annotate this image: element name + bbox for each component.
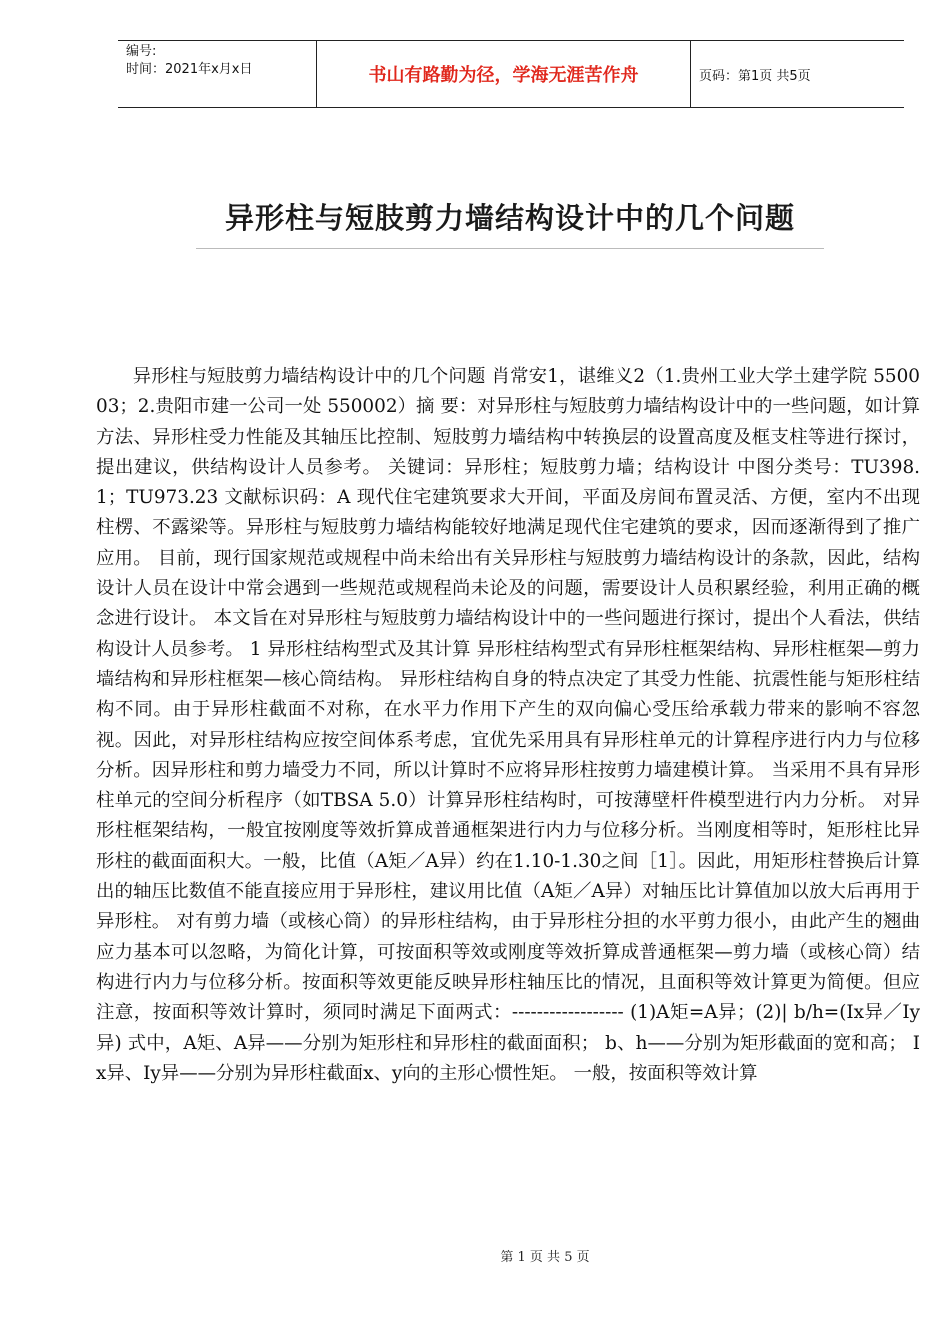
- header-motto: 书山有路勤为径，学海无涯苦作舟: [316, 41, 691, 107]
- page-header: [118, 40, 904, 108]
- document-time-label: 时间：2021年x月x日: [126, 62, 253, 77]
- page-footer: 第 1 页 共 5 页: [500, 1250, 590, 1265]
- document-body: 异形柱与短肢剪力墙结构设计中的几个问题 肖常安1，谌维义2（1.贵州工业大学土建学院 550003；2.贵阳市建一公司一处 550002）摘 要：对异形柱与短肢剪力墙结构设计中的一些问题，如计算方法、异形柱受力性能及其轴压比控制、短肢剪力墙结构中转换层的设置高度及框支柱等进行探讨，提出建议，供结构设计人员参考。 关键词：异形柱；短肢剪力墙；结构设计 中图分类号：TU398.1；TU973.23 文献标识码：A 现代住宅建筑要求大开间，平面及房间布置灵活、方便，室内不出现柱楞、不露梁等。异形柱与短肢剪力墙结构能较好地满足现代住宅建筑的要求，因而逐渐得到了推广应用。 目前，现行国家规范或规程中尚未给出有关异形柱与短肢剪力墙结构设计的条款，因此，结构设计人员在设计中常会遇到一些规范或规程尚未论及的问题，需要设计人员积累经验，利用正确的概念进行设计。 本文旨在对异形柱与短肢剪力墙结构设计中的一些问题进行探讨，提出个人看法，供结构设计人员参考。 1 异形柱结构型式及其计算 异形柱结构型式有异形柱框架结构、异形柱框架—剪力墙结构和异形柱框架—核心筒结构。 异形柱结构自身的特点决定了其受力性能、抗震性能与矩形柱结构不同。由于异形柱截面不对称，在水平力作用下产生的双向偏心受压给承载力带来的影响不容忽视。因此，对异形柱结构应按空间体系考虑，宜优先采用具有异形柱单元的计算程序进行内力与位移分析。因异形柱和剪力墙受力不同，所以计算时不应将异形柱按剪力墙建模计算。 当采用不具有异形柱单元的空间分析程序（如TBSA 5.0）计算异形柱结构时，可按薄壁杆件模型进行内力分析。 对异形柱框架结构，一般宜按刚度等效折算成普通框架进行内力与位移分析。当刚度相等时，矩形柱比异形柱的截面面积大。一般，比值（A矩／A异）约在1.10-1.30之间［1］。因此，用矩形柱替换后计算出的轴压比数值不能直接应用于异形柱，建议用比值（A矩／A异）对轴压比计算值加以放大后再用于异形柱。 对有剪力墙（或核心筒）的异形柱结构，由于异形柱分担的水平剪力很小，由此产生的翘曲应力基本可以忽略，为简化计算，可按面积等效或刚度等效折算成普通框架—剪力墙（或核心筒）结构进行内力与位移分析。按面积等效更能反映异形柱轴压比的情况，且面积等效计算更为简便。但应注意，按面积等效计算时，须同时满足下面两式：------------------ (1)A矩=A异；(2)| b/h=(Ix异／Iy异) 式中，A矩、A异——分别为矩形柱和异形柱的截面面积； b、h——分别为矩形截面的宽和高； Ix异、Iy异——分别为异形柱截面x、y向的主形心惯性矩。 一般，按面积等效计算: [96, 366, 920, 1084]
- header-page-info: 页码：第1页 共5页: [699, 68, 811, 84]
- document-title: 异形柱与短肢剪力墙结构设计中的几个问题: [224, 201, 795, 235]
- title-divider: [196, 248, 824, 249]
- document-number-label: 编号:: [126, 44, 157, 59]
- header-meta: [118, 41, 316, 107]
